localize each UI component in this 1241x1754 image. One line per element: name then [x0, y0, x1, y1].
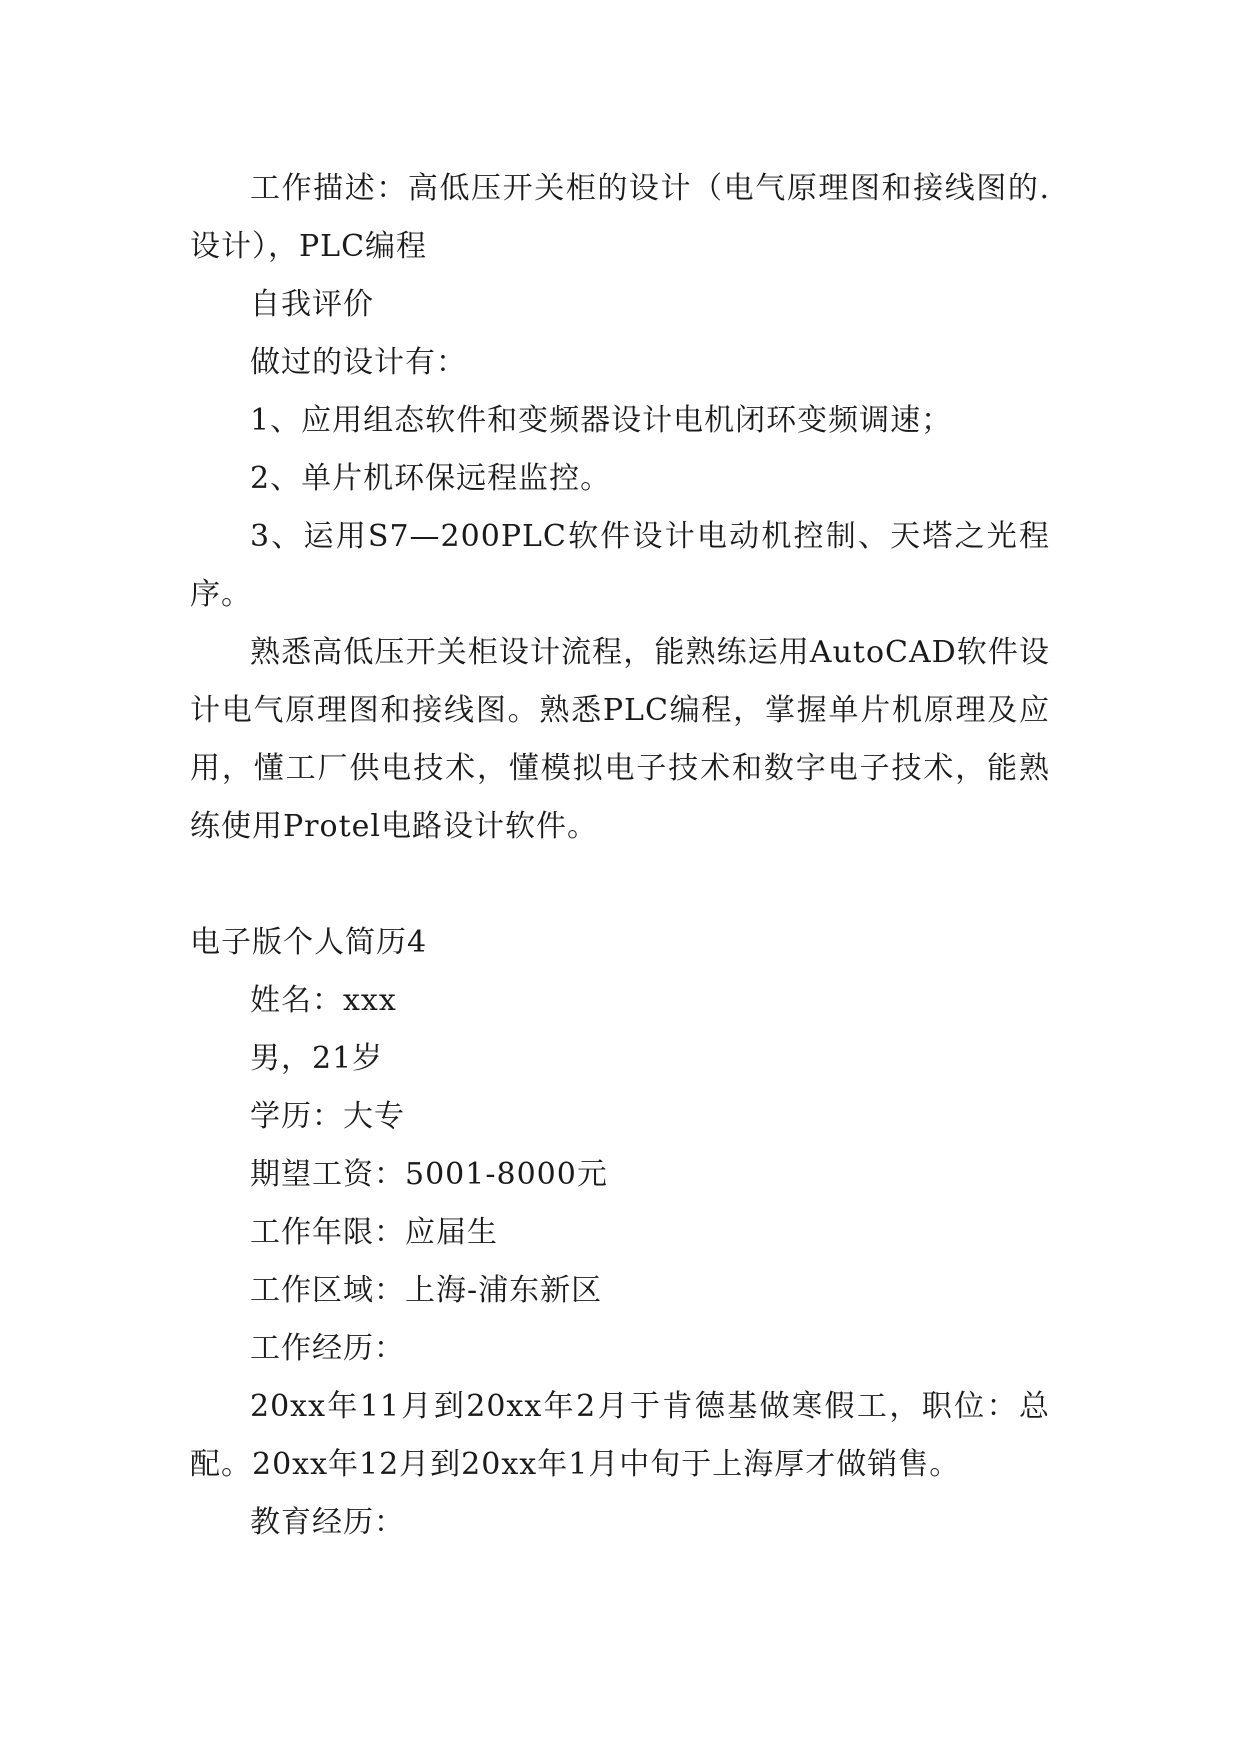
education-heading: 教育经历： — [250, 1505, 405, 1540]
expected-salary-line: 期望工资：5001-8000元 — [250, 1157, 608, 1192]
education-level-line: 学历：大专 — [250, 1099, 405, 1134]
designs-intro: 做过的设计有： — [250, 345, 467, 380]
gender-age-line: 男，21岁 — [250, 1041, 384, 1076]
self-evaluation-heading: 自我评价 — [250, 287, 374, 322]
design-item-2: 2、单片机环保远程监控。 — [250, 461, 612, 496]
resume-title: 电子版个人简历4 — [190, 925, 428, 960]
work-area-line: 工作区域：上海-浦东新区 — [250, 1273, 603, 1308]
document-page — [190, 160, 1050, 1552]
design-item-1: 1、应用组态软件和变频器设计电机闭环变频调速； — [250, 403, 953, 438]
skills-paragraph: 熟悉高低压开关柜设计流程，能熟练运用AutoCAD软件设计电气原理图和接线图。熟悉PLC编程，掌握单片机原理及应用，懂工厂供电技术，懂模拟电子技术和数字电子技术，能熟练使用Protel电路设计软件。 — [190, 635, 1050, 844]
work-history-paragraph: 20xx年11月到20xx年2月于肯德基做寒假工，职位：总配。20xx年12月到20xx年1月中旬于上海厚才做销售。 — [190, 1389, 1050, 1482]
name-line: 姓名：xxx — [250, 983, 397, 1018]
work-years-line: 工作年限：应届生 — [250, 1215, 498, 1250]
design-item-3: 3、运用S7—200PLC软件设计电动机控制、天塔之光程序。 — [190, 519, 1050, 612]
job-description: 工作描述：高低压开关柜的设计（电气原理图和接线图的.设计），PLC编程 — [190, 171, 1050, 264]
work-history-heading: 工作经历： — [250, 1331, 405, 1366]
